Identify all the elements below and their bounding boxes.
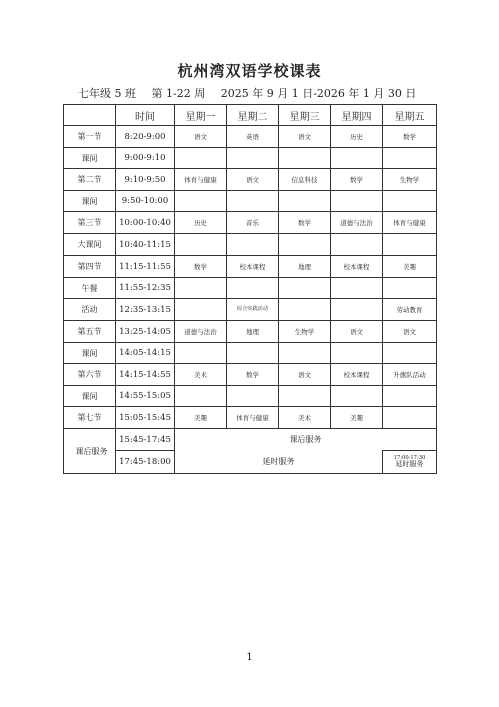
period-label: 大课间 [64,234,116,256]
class-cell [279,299,331,321]
table-row [64,234,437,256]
table-row [64,126,437,148]
period-label: 课间 [64,343,116,364]
class-cell [383,148,437,169]
period-time: 9:10-9:50 [116,169,175,191]
header-friday: 星期五 [383,105,437,126]
class-cell: 语文 [279,126,331,148]
after-school-section [64,429,437,474]
class-cell [383,234,437,256]
class-cell [383,191,437,212]
period-time: 9:00-9:10 [116,148,175,169]
class-cell [227,278,279,299]
class-cell: 数学 [175,256,227,278]
class-cell [227,234,279,256]
class-cell [175,343,227,364]
class-cell [227,343,279,364]
extended-service-friday [383,451,437,474]
class-cell: 语文 [279,364,331,386]
period-time: 14:05-14:15 [116,343,175,364]
table-row [64,386,437,407]
after-school-time: 15:45-17:45 [116,429,175,451]
class-cell [279,191,331,212]
class-cell [175,386,227,407]
class-cell [331,343,383,364]
table-row [64,407,437,429]
extended-service: 延时服务 [175,451,383,474]
table-row [64,191,437,212]
extended-service-friday-time: 17:00-17:30 [393,454,426,461]
class-cell [331,386,383,407]
class-cell: 生物学 [383,169,437,191]
class-cell: 道德与法治 [331,212,383,234]
class-cell [175,299,227,321]
class-cell [175,191,227,212]
class-cell: 体育与健康 [175,169,227,191]
class-name: 七年级 5 班 [78,87,136,100]
after-school-row [64,429,437,451]
class-cell: 数学 [227,364,279,386]
period-time: 12:35-13:15 [116,299,175,321]
class-cell [279,234,331,256]
page-title: 杭州湾双语学校课表 [177,62,322,80]
period-label: 第七节 [64,407,116,429]
class-cell [175,234,227,256]
header-corner [64,105,116,126]
extended-service-friday-text: 延时服务 [395,460,424,469]
class-cell [331,234,383,256]
table-row [64,278,437,299]
class-cell: 体育与健康 [383,212,437,234]
period-label: 课间 [64,191,116,212]
period-label: 第二节 [64,169,116,191]
schedule-subtitle [78,85,428,101]
class-cell [279,148,331,169]
class-cell [279,343,331,364]
table-row [64,212,437,234]
class-cell: 美趣 [175,407,227,429]
class-cell: 综合实践活动 [227,299,279,321]
class-cell [279,278,331,299]
class-cell: 数学 [383,126,437,148]
period-time: 11:55-12:35 [116,278,175,299]
class-cell: 校本课程 [227,256,279,278]
header-time: 时间 [116,105,175,126]
period-time: 15:05-15:45 [116,407,175,429]
schedule-table [63,104,437,474]
week-range: 第 1-22 周 [151,87,206,100]
class-cell [383,278,437,299]
extended-service-time: 17:45-18:00 [116,451,175,474]
class-cell [331,299,383,321]
class-cell: 语文 [227,169,279,191]
period-time: 10:40-11:15 [116,234,175,256]
table-row [64,299,437,321]
class-cell: 美术 [279,407,331,429]
table-row [64,256,437,278]
period-time: 9:50-10:00 [116,191,175,212]
period-label: 第四节 [64,256,116,278]
class-cell: 道德与法治 [175,321,227,343]
class-cell: 英语 [227,126,279,148]
class-cell: 数学 [331,169,383,191]
class-cell: 地理 [227,321,279,343]
class-cell: 数学 [279,212,331,234]
extended-service-row [64,451,437,474]
table-row [64,321,437,343]
period-label: 第一节 [64,126,116,148]
class-cell: 历史 [175,212,227,234]
period-label: 活动 [64,299,116,321]
class-cell: 语文 [175,126,227,148]
class-cell [383,343,437,364]
class-cell: 音乐 [227,212,279,234]
period-label: 第六节 [64,364,116,386]
period-label: 课间 [64,148,116,169]
period-label: 课间 [64,386,116,407]
header-monday: 星期一 [175,105,227,126]
header-wednesday: 星期三 [279,105,331,126]
after-school-service: 课后服务 [175,429,437,451]
class-cell [383,386,437,407]
class-cell: 劳动教育 [383,299,437,321]
class-cell [227,386,279,407]
class-cell: 历史 [331,126,383,148]
schedule-body [64,126,437,429]
class-cell [227,191,279,212]
class-cell [331,148,383,169]
class-cell [331,278,383,299]
period-label: 第三节 [64,212,116,234]
class-cell [279,386,331,407]
class-cell: 美术 [175,364,227,386]
period-time: 8:20-9:00 [116,126,175,148]
class-cell: 体育与健康 [227,407,279,429]
class-cell: 美趣 [383,256,437,278]
class-cell: 信息科技 [279,169,331,191]
class-cell: 校本课程 [331,256,383,278]
header-thursday: 星期四 [331,105,383,126]
class-cell: 美趣 [331,407,383,429]
class-cell [331,191,383,212]
class-cell: 校本课程 [331,364,383,386]
period-time: 14:15-14:55 [116,364,175,386]
table-row [64,148,437,169]
date-range: 2025 年 9 月 1 日-2026 年 1 月 30 日 [220,87,417,100]
class-cell [227,148,279,169]
header-tuesday: 星期二 [227,105,279,126]
page-number: 1 [246,652,253,663]
class-cell [175,148,227,169]
table-row [64,364,437,386]
period-time: 14:55-15:05 [116,386,175,407]
period-label: 午餐 [64,278,116,299]
class-cell: 升旗队活动 [383,364,437,386]
class-cell [175,278,227,299]
class-cell: 语文 [331,321,383,343]
period-time: 13:25-14:05 [116,321,175,343]
class-cell: 地理 [279,256,331,278]
period-time: 11:15-11:55 [116,256,175,278]
class-cell: 语文 [383,321,437,343]
after-school-label: 课后服务 [64,429,116,474]
period-label: 第五节 [64,321,116,343]
class-cell [383,407,437,429]
period-time: 10:00-10:40 [116,212,175,234]
class-cell: 生物学 [279,321,331,343]
table-row [64,169,437,191]
header-row [64,105,437,126]
table-row [64,343,437,364]
